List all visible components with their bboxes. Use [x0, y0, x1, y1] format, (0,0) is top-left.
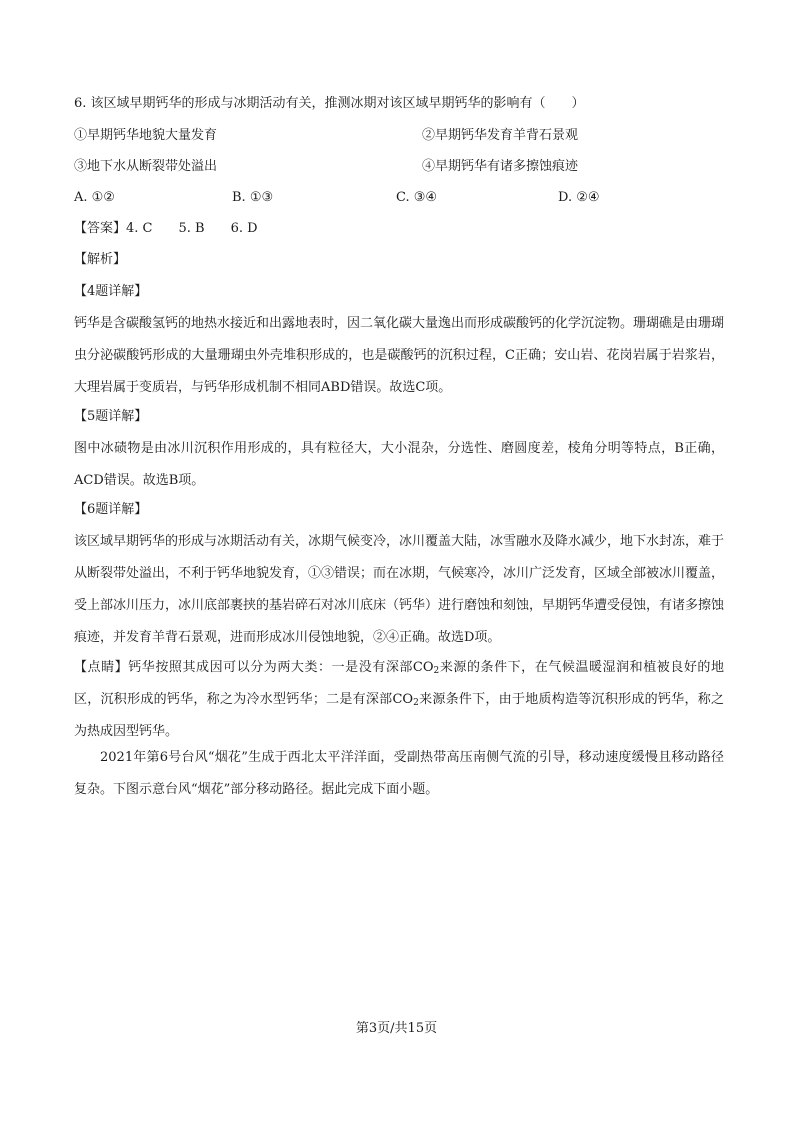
question-6-stem: 6. 该区域早期钙华的形成与冰期活动有关，推测冰期对该区域早期钙华的影响有（ ） [74, 96, 585, 111]
question-6-item-2: ②早期钙华发育羊背石景观 [422, 128, 579, 143]
question-6-item-4: ④早期钙华有诸多擦蚀痕迹 [422, 159, 579, 174]
tip-sub-2: 2 [413, 698, 419, 708]
answer-5: 5. B [178, 221, 205, 236]
tip-text-1: 钙华按照其成因可以分为两大类：一是没有深部CO [128, 660, 434, 675]
detail-4-label: 【4题详解】 [74, 284, 148, 299]
page-footer: 第3页/共15页 [355, 1021, 438, 1036]
tip-paragraph [74, 652, 724, 748]
choice-d: D. ②④ [558, 190, 600, 205]
choice-b: B. ①③ [232, 190, 274, 205]
tip-text-2: 来源的条件下，在气候温暖湿润和植被良好的地区，沉积形成的钙华，称之为冷水型钙华；二是有深部CO [74, 660, 724, 707]
answer-label: 【答案】 [74, 221, 127, 236]
tip-text-3: 来源条件下，由于地质构造等沉积形成的钙华，称之为热成因型钙华。 [74, 692, 724, 739]
answer-line [74, 219, 258, 239]
detail-5-label: 【5题详解】 [74, 409, 148, 424]
question-6-item-1: ①早期钙华地貌大量发育 [74, 128, 218, 143]
tip-sub-1: 2 [433, 666, 440, 676]
detail-5-text: 图中冰碛物是由冰川沉积作用形成的，具有粒径大，大小混杂，分选性、磨圆度差，棱角分明等特点，B正确，ACD错误。故选B项。 [74, 441, 724, 488]
answer-6: 6. D [230, 221, 258, 236]
question-6-item-3: ③地下水从断裂带处溢出 [74, 159, 218, 174]
typhoon-intro: 2021年第6号台风“烟花”生成于西北太平洋洋面，受副热带高压南侧气流的引导，移动速度缓慢且移动路径复杂。下图示意台风“烟花”部分移动路径。据此完成下面小题。 [74, 750, 724, 797]
detail-4-text: 钙华是含碳酸氢钙的地热水接近和出露地表时，因二氧化碳大量逸出而形成碳酸钙的化学沉淀物。珊瑚礁是由珊瑚虫分泌碳酸钙形成的大量珊瑚虫外壳堆积形成的，也是碳酸钙的沉积过程，C正确；安山岩、花岗岩属于岩浆岩，大理岩属于变质岩，与钙华形成机制不相同ABD错误。故选C项。 [74, 316, 725, 395]
answer-4: 4. C [126, 221, 153, 236]
detail-6-label: 【6题详解】 [74, 502, 148, 517]
analysis-label: 【解析】 [74, 252, 127, 267]
choice-c: C. ③④ [396, 190, 438, 205]
tip-label: 【点睛】 [74, 660, 129, 675]
choice-a: A. ①② [74, 190, 115, 205]
detail-6-text: 该区域早期钙华的形成与冰期活动有关，冰期气候变冷，冰川覆盖大陆，冰雪融水及降水减少，地下水封冻，难于从断裂带处溢出，不利于钙华地貌发育，①③错误；而在冰期，气候寒冷，冰川广泛发育，区域全部被冰川覆盖，受上部冰川压力，冰川底部裹挟的基岩碎石对冰川底床（钙华）进行磨蚀和刻蚀，早期钙华遭受侵蚀，有诸多擦蚀痕迹，并发育羊背石景观，进而形成冰川侵蚀地貌，②④正确。故选D项。 [74, 534, 725, 645]
